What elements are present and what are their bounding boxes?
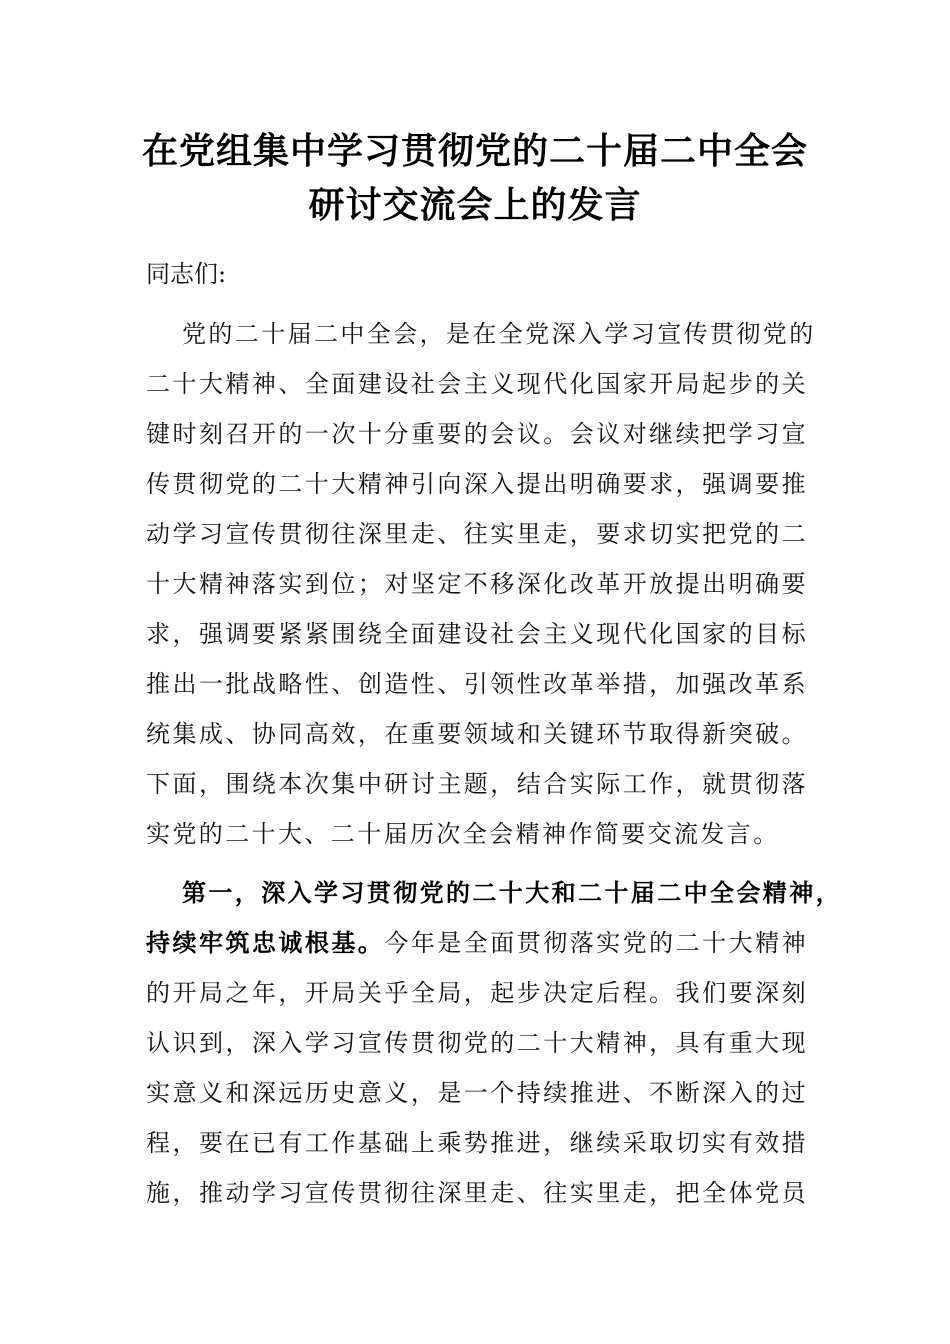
- paragraph-line: 实党的二十大、二十届历次全会精神作简要交流发言。: [146, 820, 780, 848]
- paragraph-line: 程，要在已有工作基础上乘势推进，继续采取切实有效措: [146, 1129, 808, 1157]
- paragraph-intro: [146, 309, 816, 859]
- paragraph-line: 统集成、协同高效，在重要领域和关键环节取得新突破。: [146, 720, 808, 748]
- paragraph-line: 推出一批战略性、创造性、引领性改革举措，加强改革系: [146, 670, 808, 698]
- section-heading-line: 第一，深入学习贯彻党的二十大和二十届二中全会精神，: [182, 878, 842, 907]
- paragraph-line: 党的二十届二中全会，是在全党深入学习宣传贯彻党的: [182, 320, 816, 348]
- title-line-1: 在党组集中学习贯彻党的二十届二中全会: [141, 130, 808, 172]
- paragraph-line: 施，推动学习宣传贯彻往深里走、往实里走，把全体党员: [146, 1179, 808, 1207]
- paragraph-line: 传贯彻党的二十大精神引向深入提出明确要求，强调要推: [146, 470, 808, 498]
- title-line-2: 研讨交流会上的发言: [308, 184, 642, 226]
- paragraph-line: 求，强调要紧紧围绕全面建设社会主义现代化国家的目标: [146, 620, 808, 648]
- paragraph-section-one: [146, 868, 842, 1218]
- section-heading-bold: 持续牢筑忠诚根基。: [146, 928, 385, 957]
- paragraph-line: 下面，围绕本次集中研讨主题，结合实际工作，就贯彻落: [146, 770, 808, 798]
- paragraph-line: 十大精神落实到位；对坚定不移深化改革开放提出明确要: [146, 570, 808, 598]
- paragraph-line: 动学习宣传贯彻往深里走、往实里走，要求切实把党的二: [146, 520, 808, 548]
- paragraph-line: 二十大精神、全面建设社会主义现代化国家开局起步的关: [146, 370, 808, 398]
- paragraph-line: 实意义和深远历史意义，是一个持续推进、不断深入的过: [146, 1079, 808, 1107]
- paragraph-line-rest: 今年是全面贯彻落实党的二十大精神: [384, 929, 808, 957]
- paragraph-line: 的开局之年，开局关乎全局，起步决定后程。我们要深刻: [146, 979, 808, 1007]
- document-title: [0, 124, 950, 232]
- paragraph-line: 认识到，深入学习宣传贯彻党的二十大精神，具有重大现: [146, 1029, 808, 1057]
- paragraph-line: 键时刻召开的一次十分重要的会议。会议对继续把学习宣: [146, 420, 808, 448]
- paragraph-line: [146, 918, 808, 968]
- greeting: 同志们:: [146, 260, 227, 288]
